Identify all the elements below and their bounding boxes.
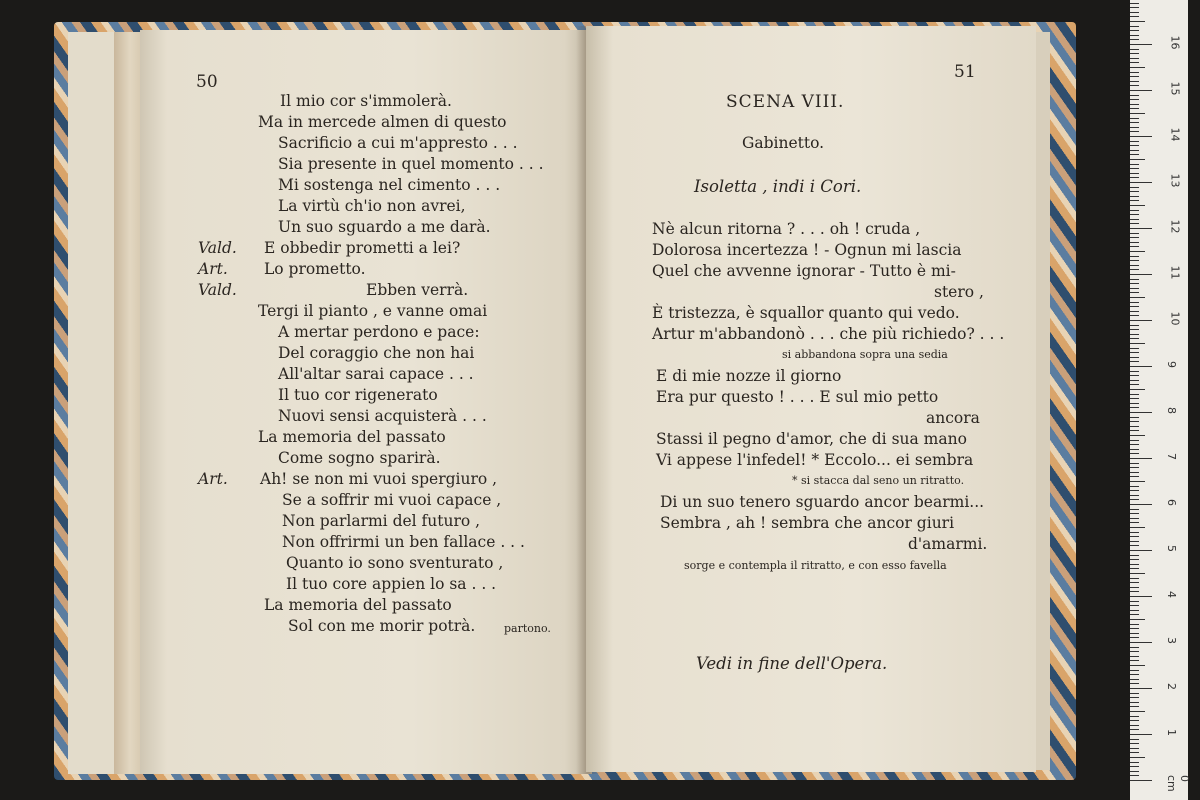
verse-text: Il tuo core appien lo sa . . . [286, 575, 497, 593]
ruler-tick [1130, 605, 1139, 606]
ruler-tick [1130, 251, 1145, 252]
verse-line: E di mie nozze il giorno [656, 367, 842, 385]
verse-text: A mertar perdono e pace: [278, 323, 480, 341]
ruler-tick [1130, 752, 1139, 753]
ruler-tick [1130, 628, 1139, 629]
ruler-tick [1130, 357, 1139, 358]
ruler-tick [1130, 145, 1139, 146]
ruler-tick [1130, 633, 1139, 634]
ruler-tick [1130, 214, 1139, 215]
ruler-tick [1130, 757, 1145, 758]
verse-line: Stassi il pegno d'amor, che di sua mano [656, 430, 967, 448]
verse-text: Il mio cor s'immolerà. [280, 92, 452, 110]
ruler-tick [1130, 725, 1139, 726]
ruler-tick [1130, 196, 1139, 197]
ruler-tick [1130, 375, 1139, 376]
ruler-tick [1130, 591, 1139, 592]
ruler-tick [1130, 670, 1139, 671]
ruler-tick [1130, 108, 1139, 109]
ruler-tick [1130, 559, 1139, 560]
ruler-tick [1130, 141, 1139, 142]
ruler-label: 2 [1165, 683, 1178, 690]
ruler-tick [1130, 53, 1139, 54]
ruler-tick [1130, 407, 1139, 408]
verse-text: Se a soffrir mi vuoi capace , [282, 491, 502, 509]
ruler-tick [1130, 720, 1139, 721]
ruler-tick [1130, 389, 1145, 390]
verse-line: Vi appese l'infedel! * Eccolo... ei sembra [656, 451, 974, 469]
ruler-tick [1130, 541, 1139, 542]
ruler-tick [1130, 550, 1152, 551]
verse-text: Nuovi sensi acquisterà . . . [278, 407, 487, 425]
verse-text: Sol con me morir potrà. [288, 617, 476, 635]
verse-text: Mi sostenga nel cimento . . . [278, 176, 501, 194]
ruler-tick [1130, 637, 1139, 638]
ruler-tick [1130, 394, 1139, 395]
speaker-label: Art. [198, 470, 228, 488]
ruler-tick [1130, 619, 1145, 620]
verse-text: E obbedir prometti a lei? [264, 239, 461, 257]
ruler-tick [1130, 601, 1139, 602]
ruler-tick [1130, 228, 1152, 229]
ruler-tick [1130, 242, 1139, 243]
ruler-tick [1130, 582, 1139, 583]
ruler-tick [1130, 72, 1139, 73]
verse-text: Ma in mercede almen di questo [258, 113, 507, 131]
ruler-tick [1130, 16, 1139, 17]
ruler-label: 5 [1165, 545, 1178, 552]
ruler-label: 15 [1168, 81, 1182, 96]
ruler-tick [1130, 187, 1139, 188]
ruler-label: 13 [1168, 173, 1182, 188]
ruler-tick [1130, 265, 1139, 266]
footer-note: Vedi in fine dell'Opera. [696, 654, 888, 673]
ruler-tick [1130, 403, 1139, 404]
ruler-tick [1130, 568, 1139, 569]
verse-line: d'amarmi. [908, 535, 988, 553]
ruler-tick [1130, 490, 1139, 491]
ruler-tick [1130, 95, 1139, 96]
ruler-tick [1130, 99, 1139, 100]
ruler-tick [1130, 536, 1139, 537]
ruler-tick [1130, 81, 1139, 82]
ruler-tick [1130, 380, 1139, 381]
ruler-label: 8 [1165, 407, 1178, 414]
page-number: 51 [954, 62, 976, 82]
verse-text: La memoria del passato [264, 596, 452, 614]
ruler-tick [1130, 683, 1139, 684]
speaker-label: Art. [198, 260, 228, 278]
ruler-tick [1130, 260, 1139, 261]
verse-text: Ebben verrà. [366, 281, 469, 299]
ruler-tick [1130, 610, 1139, 611]
ruler-label: 11 [1168, 265, 1182, 280]
ruler-tick [1130, 771, 1139, 772]
left-page [140, 30, 592, 774]
ruler-tick [1130, 444, 1139, 445]
ruler-label: 3 [1165, 637, 1178, 644]
ruler-tick [1130, 656, 1139, 657]
ruler-tick [1130, 522, 1139, 523]
ruler-tick [1130, 12, 1139, 13]
ruler-tick [1130, 210, 1139, 211]
verse-line: Nè alcun ritorna ? . . . oh ! cruda , [652, 220, 921, 238]
verse-text: Del coraggio che non hai [278, 344, 475, 362]
ruler-tick [1130, 564, 1139, 565]
ruler-tick [1130, 371, 1139, 372]
ruler-tick [1130, 205, 1145, 206]
ruler-tick [1130, 302, 1139, 303]
ruler-tick [1130, 49, 1139, 50]
ruler-tick [1130, 412, 1152, 413]
ruler-tick [1130, 693, 1139, 694]
ruler-tick [1130, 780, 1152, 781]
ruler-tick [1130, 398, 1139, 399]
ruler-tick [1130, 729, 1139, 730]
ruler-label: 9 [1165, 361, 1178, 368]
verse-text: Un suo sguardo a me darà. [278, 218, 491, 236]
stage-direction: partono. [504, 622, 551, 635]
stage-direction: si abbandona sopra una sedia [782, 348, 948, 361]
right-page [586, 26, 1036, 772]
ruler-tick [1130, 173, 1139, 174]
ruler-tick [1130, 283, 1139, 284]
ruler-tick [1130, 237, 1139, 238]
ruler-label: 16 [1168, 35, 1182, 50]
ruler-tick [1130, 674, 1139, 675]
ruler-tick [1130, 426, 1139, 427]
ruler-tick [1130, 458, 1152, 459]
ruler-tick [1130, 279, 1139, 280]
ruler-tick [1130, 352, 1139, 353]
ruler-tick [1130, 177, 1139, 178]
ruler-tick [1130, 509, 1139, 510]
verse-line: Dolorosa incertezza ! - Ognun mi lascia [652, 241, 962, 259]
verse-line: Di un suo tenero sguardo ancor bearmi... [660, 493, 985, 511]
ruler-tick [1130, 486, 1139, 487]
verse-text: Come sogno sparirà. [278, 449, 441, 467]
ruler-tick [1130, 734, 1152, 735]
ruler-tick [1130, 660, 1139, 661]
ruler-tick [1130, 104, 1139, 105]
ruler-tick [1130, 472, 1139, 473]
ruler-tick [1130, 614, 1139, 615]
ruler-tick [1130, 85, 1139, 86]
ruler-tick [1130, 329, 1139, 330]
ruler-tick [1130, 343, 1145, 344]
verse-line: stero , [934, 283, 984, 301]
ruler-tick [1130, 624, 1139, 625]
ruler-label: 12 [1168, 219, 1182, 234]
ruler-tick [1130, 58, 1139, 59]
verse-text: La virtù ch'io non avrei, [278, 197, 466, 215]
ruler-tick [1130, 739, 1139, 740]
ruler-tick [1130, 555, 1139, 556]
verse-text: La memoria del passato [258, 428, 446, 446]
ruler-tick [1130, 716, 1139, 717]
ruler-tick [1130, 325, 1139, 326]
verse-line: Artur m'abbandonò . . . che più richiedo? . . . [652, 325, 1005, 343]
ruler-tick [1130, 679, 1139, 680]
ruler-tick [1130, 3, 1139, 4]
ruler-tick [1130, 711, 1145, 712]
ruler-tick [1130, 191, 1139, 192]
ruler-tick [1130, 688, 1152, 689]
ruler-tick [1130, 545, 1139, 546]
ruler-tick [1130, 338, 1139, 339]
ruler-tick [1130, 440, 1139, 441]
verse-text: Non offrirmi un ben fallace . . . [282, 533, 525, 551]
ruler-tick [1130, 495, 1139, 496]
scene-title: SCENA VIII. [726, 92, 845, 112]
verse-line: È tristezza, è squallor quanto qui vedo. [652, 304, 960, 322]
measuring-ruler [1130, 0, 1191, 800]
ruler-tick [1130, 467, 1139, 468]
verse-text: Lo prometto. [264, 260, 366, 278]
verse-line: ancora [926, 409, 980, 427]
ruler-tick [1130, 113, 1145, 114]
ruler-tick [1130, 651, 1139, 652]
ruler-tick [1130, 76, 1139, 77]
ruler-tick [1130, 292, 1139, 293]
ruler-tick [1130, 127, 1139, 128]
speaker-label: Vald. [198, 281, 237, 299]
verse-text: Quanto io sono sventurato , [286, 554, 504, 572]
ruler-tick [1130, 288, 1139, 289]
ruler-label: 10 [1168, 311, 1182, 326]
verse-text: Non parlarmi del futuro , [282, 512, 481, 530]
ruler-tick [1130, 748, 1139, 749]
ruler-tick [1130, 499, 1139, 500]
verse-text: Il tuo cor rigenerato [278, 386, 438, 404]
ruler-tick [1130, 269, 1139, 270]
ruler-tick [1130, 762, 1139, 763]
ruler-tick [1130, 7, 1139, 8]
ruler-tick [1130, 21, 1145, 22]
ruler-tick [1130, 90, 1152, 91]
ruler-label: 6 [1165, 499, 1178, 506]
verse-line: Sembra , ah ! sembra che ancor giuri [660, 514, 955, 532]
ruler-tick [1130, 118, 1139, 119]
ruler-tick [1130, 154, 1139, 155]
ruler-label: 4 [1165, 591, 1178, 598]
ruler-tick [1130, 421, 1139, 422]
ruler-tick [1130, 642, 1152, 643]
ruler-tick [1130, 573, 1145, 574]
ruler-tick [1130, 706, 1139, 707]
ruler-tick [1130, 334, 1139, 335]
verse-line: Era pur questo ! . . . E sul mio petto [656, 388, 939, 406]
ruler-tick [1130, 136, 1152, 137]
ruler-tick [1130, 647, 1139, 648]
ruler-tick [1130, 67, 1145, 68]
ruler-tick [1130, 578, 1139, 579]
ruler-tick [1130, 150, 1139, 151]
ruler-tick [1130, 223, 1139, 224]
ruler-tick [1130, 320, 1152, 321]
ruler-tick [1130, 30, 1139, 31]
ruler-tick [1130, 348, 1139, 349]
ruler-tick [1130, 743, 1139, 744]
verse-line: Quel che avvenne ignorar - Tutto è mi- [652, 262, 956, 280]
speaker-label: Vald. [198, 239, 237, 257]
ruler-tick [1130, 532, 1139, 533]
ruler-tick [1130, 775, 1139, 776]
ruler-tick [1130, 366, 1152, 367]
verse-text: Sacrificio a cui m'appresto . . . [278, 134, 518, 152]
ruler-tick [1130, 168, 1139, 169]
ruler-tick [1130, 182, 1152, 183]
ruler-tick [1130, 481, 1145, 482]
ruler-tick [1130, 430, 1139, 431]
ruler-label: 1 [1165, 729, 1178, 736]
verse-text: Tergi il pianto , e vanne omai [258, 302, 488, 320]
ruler-tick [1130, 233, 1139, 234]
ruler-label: 14 [1168, 127, 1182, 142]
ruler-tick [1130, 200, 1139, 201]
ruler-tick [1130, 766, 1139, 767]
ruler-tick [1130, 164, 1139, 165]
ruler-tick [1130, 306, 1139, 307]
ruler-tick [1130, 504, 1152, 505]
page-number: 50 [196, 72, 218, 92]
ruler-tick [1130, 315, 1139, 316]
stage-direction: * si stacca dal seno un ritratto. [792, 474, 965, 487]
ruler-tick [1130, 697, 1139, 698]
ruler-tick [1130, 417, 1139, 418]
ruler-tick [1130, 449, 1139, 450]
scene-setting: Gabinetto. [742, 134, 825, 152]
ruler-tick [1130, 311, 1139, 312]
page-edges-right [1036, 32, 1050, 770]
verse-text: Sia presente in quel momento . . . [278, 155, 544, 173]
ruler-tick [1130, 219, 1139, 220]
ruler-tick [1130, 518, 1139, 519]
verse-text: All'altar sarai capace . . . [278, 365, 474, 383]
ruler-label: 7 [1165, 453, 1178, 460]
ruler-tick [1130, 131, 1139, 132]
ruler-tick [1130, 39, 1139, 40]
ruler-tick [1130, 702, 1139, 703]
ruler-tick [1130, 35, 1139, 36]
ruler-tick [1130, 44, 1152, 45]
ruler-tick [1130, 297, 1145, 298]
stage-direction: sorge e contempla il ritratto, e con esso favella [684, 559, 947, 572]
ruler-tick [1130, 62, 1139, 63]
ruler-tick [1130, 435, 1145, 436]
ruler-tick [1130, 26, 1139, 27]
ruler-tick [1130, 274, 1152, 275]
ruler-tick [1130, 527, 1145, 528]
ruler-tick [1130, 246, 1139, 247]
ruler-tick [1130, 384, 1139, 385]
ruler-tick [1130, 159, 1145, 160]
ruler-tick [1130, 513, 1139, 514]
verse-text: Ah! se non mi vuoi spergiuro , [260, 470, 498, 488]
ruler-label: 0 cm [1165, 775, 1191, 792]
ruler-tick [1130, 596, 1152, 597]
ruler-tick [1130, 361, 1139, 362]
ruler-tick [1130, 463, 1139, 464]
ruler-tick [1130, 587, 1139, 588]
character-list: Isoletta , indi i Cori. [694, 177, 862, 196]
ruler-tick [1130, 665, 1145, 666]
ruler-tick [1130, 122, 1139, 123]
ruler-tick [1130, 453, 1139, 454]
ruler-tick [1130, 476, 1139, 477]
ruler-tick [1130, 256, 1139, 257]
